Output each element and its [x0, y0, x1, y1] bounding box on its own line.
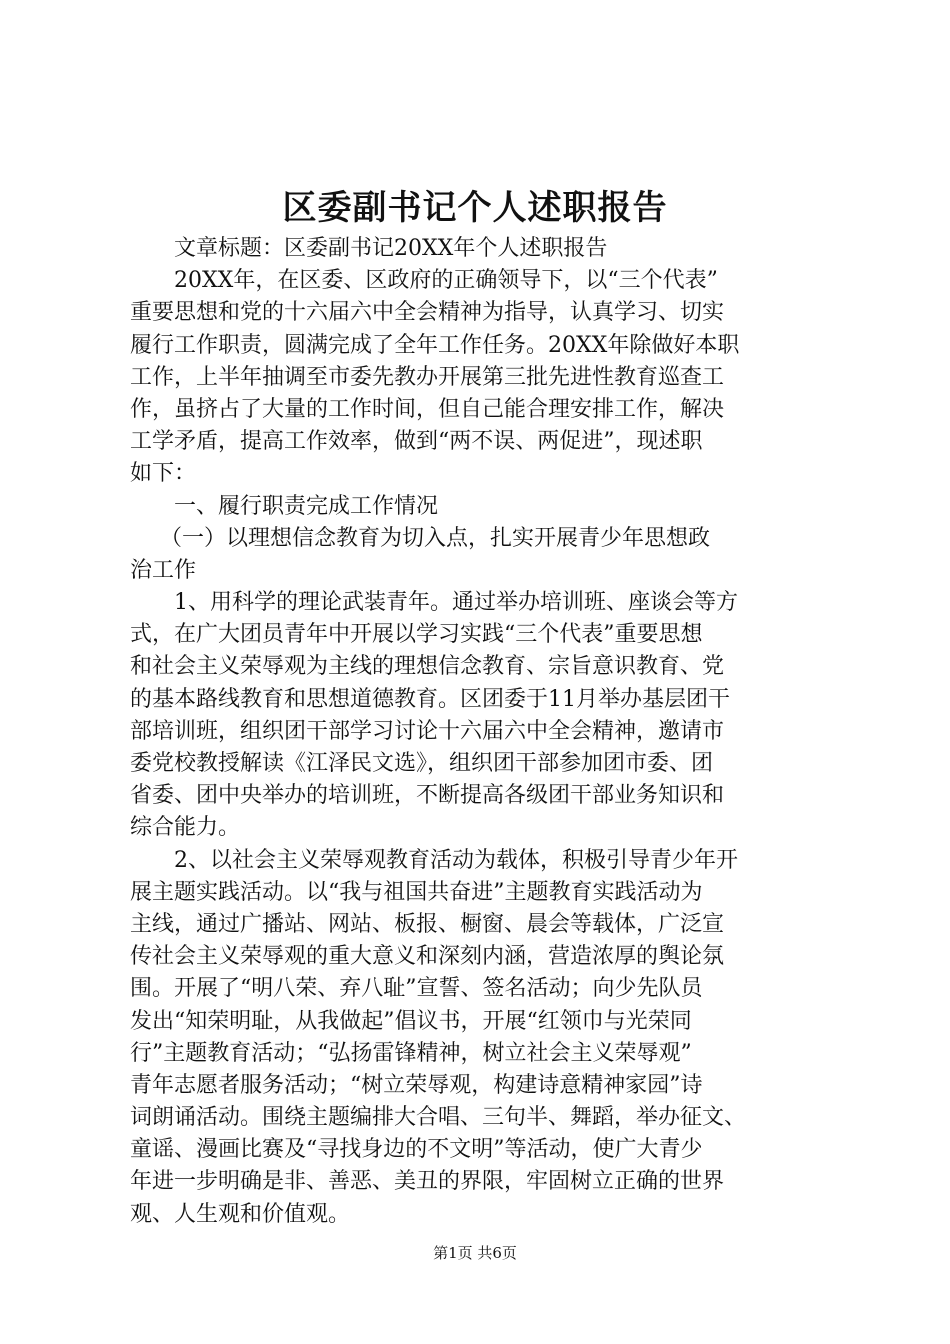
paragraph-line: 式，在广大团员青年中开展以学习实践“三个代表”重要思想	[130, 622, 703, 648]
paragraph-line: 行”主题教育活动；“弘扬雷锋精神，树立社会主义荣辱观”	[130, 1040, 692, 1066]
paragraph-line: 和社会主义荣辱观为主线的理想信念教育、宗旨意识教育、党	[130, 654, 725, 680]
paragraph-line: 部培训班，组织团干部学习讨论十六届六中全会精神，邀请市	[130, 718, 725, 744]
paragraph-line: 1、用科学的理论武装青年。通过举办培训班、座谈会等方	[174, 590, 738, 616]
paragraph-line: 工学矛盾，提高工作效率，做到“两不误、两促进”，现述职	[130, 429, 703, 455]
paragraph-line: 2、以社会主义荣辱观教育活动为载体，积极引导青少年开	[174, 847, 738, 873]
page-number-footer: 第1页 共6页	[433, 1244, 517, 1262]
paragraph-line: 委党校教授解读《江泽民文选》，组织团干部参加团市委、团	[130, 751, 714, 776]
paragraph-line: 传社会主义荣辱观的重大意义和深刻内涵，营造浓厚的舆论氛	[130, 944, 725, 970]
section-heading: 一、履行职责完成工作情况	[174, 493, 439, 519]
paragraph-line: 童谣、漫画比赛及“寻找身边的不文明”等活动，使广大青少	[130, 1137, 703, 1163]
paragraph-line: 发出“知荣明耻，从我做起”倡议书，开展“红领巾与光荣同	[130, 1008, 692, 1034]
paragraph-line: 作，虽挤占了大量的工作时间，但自己能合理安排工作，解决	[130, 396, 725, 422]
document-body	[130, 233, 830, 1231]
paragraph-line: 20XX年，在区委、区政府的正确领导下，以“三个代表”	[174, 268, 718, 294]
article-title-line: 文章标题：区委副书记20XX年个人述职报告	[174, 236, 608, 261]
subsection-heading: 治工作	[130, 557, 197, 583]
paragraph-line: 青年志愿者服务活动；“树立荣辱观，构建诗意精神家园”诗	[130, 1072, 703, 1098]
paragraph-line: 主线，通过广播站、网站、板报、橱窗、晨会等载体，广泛宣	[130, 911, 725, 937]
paragraph-line: 工作，上半年抽调至市委先教办开展第三批先进性教育巡查工	[130, 364, 725, 390]
paragraph-line: 观、人生观和价值观。	[130, 1201, 351, 1227]
paragraph-line: 综合能力。	[130, 815, 241, 841]
paragraph-line: 如下：	[130, 461, 197, 487]
paragraph-line: 年进一步明确是非、善恶、美丑的界限，牢固树立正确的世界	[130, 1169, 725, 1195]
subsection-heading: （一）以理想信念教育为切入点，扎实开展青少年思想政	[160, 525, 711, 551]
paragraph-line: 围。开展了“明八荣、弃八耻”宣誓、签名活动；向少先队员	[130, 976, 703, 1002]
paragraph-line: 展主题实践活动。以“我与祖国共奋进”主题教育实践活动为	[130, 879, 703, 905]
paragraph-line: 重要思想和党的十六届六中全会精神为指导，认真学习、切实	[130, 300, 725, 326]
paragraph-line: 省委、团中央举办的培训班，不断提高各级团干部业务知识和	[130, 783, 725, 809]
paragraph-line: 履行工作职责，圆满完成了全年工作任务。20XX年除做好本职	[130, 332, 740, 358]
paragraph-line: 的基本路线教育和思想道德教育。区团委于11月举办基层团干	[130, 686, 730, 712]
paragraph-line: 词朗诵活动。围绕主题编排大合唱、三句半、舞蹈，举办征文、	[130, 1105, 747, 1131]
document-title: 区委副书记个人述职报告	[282, 188, 668, 228]
